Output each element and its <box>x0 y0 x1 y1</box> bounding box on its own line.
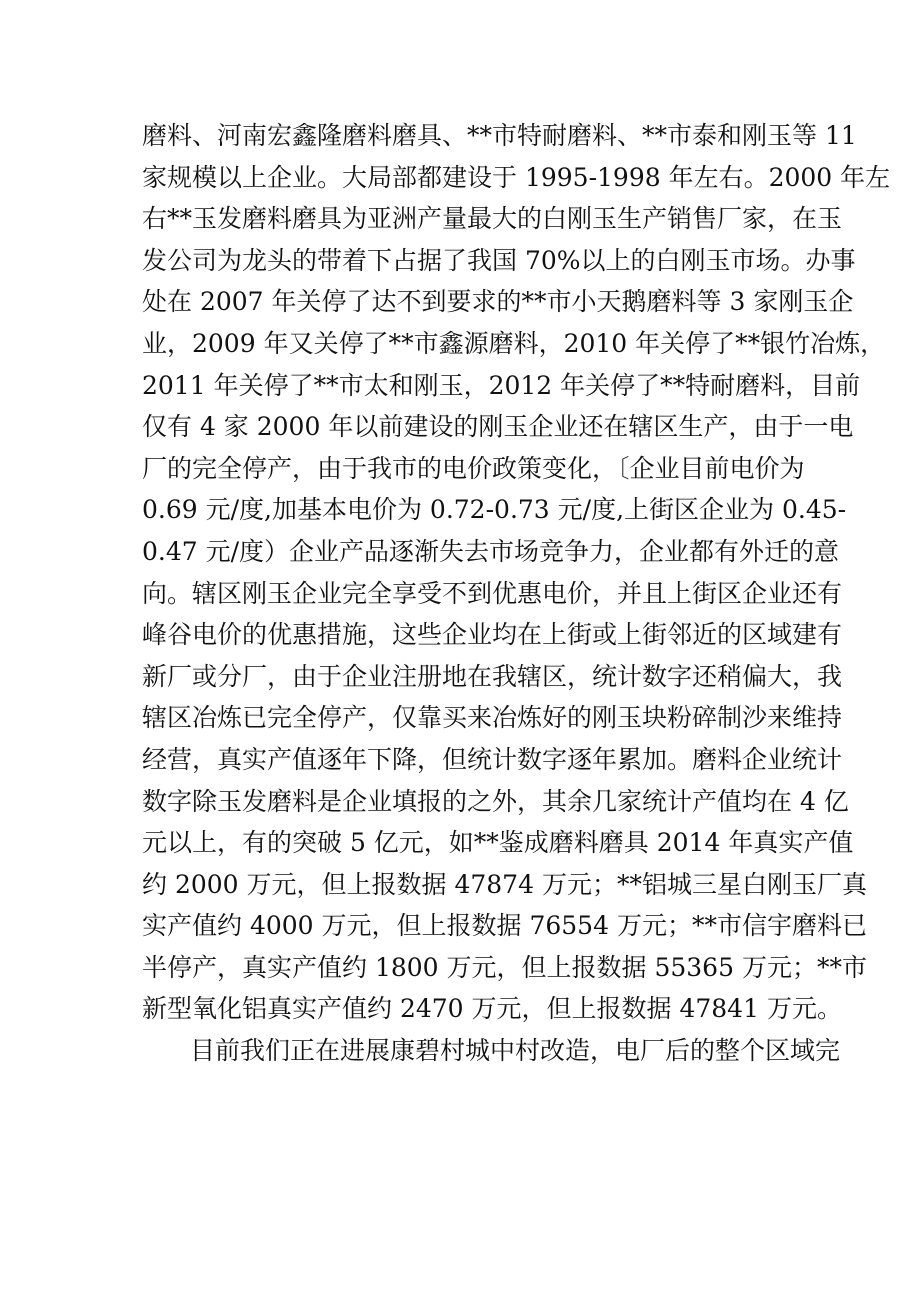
text-line: 半停产，真实产值约 1800 万元，但上报数据 55365 万元；**市 <box>142 952 867 982</box>
text-line: 发公司为龙头的带着下占据了我国 70%以上的白刚玉市场。办事 <box>142 245 856 275</box>
text-line: 实产值约 4000 万元，但上报数据 76554 万元；**市信宇磨料已 <box>142 911 867 941</box>
text-line: 家规模以上企业。大局部都建设于 1995-1998 年左右。2000 年左 <box>142 162 891 192</box>
text-line: 辖区冶炼已完全停产，仅靠买来冶炼好的刚玉块粉碎制沙来维持 <box>142 703 843 733</box>
text-line: 向。辖区刚玉企业完全享受不到优惠电价，并且上街区企业还有 <box>142 578 843 608</box>
text-line: 新型氧化铝真实产值约 2470 万元，但上报数据 47841 万元。 <box>142 994 842 1024</box>
text-line: 0.69 元/度,加基本电价为 0.72-0.73 元/度,上街区企业为 0.45- <box>142 495 847 525</box>
document-body <box>142 115 891 1072</box>
text-line: 2011 年关停了**市太和刚玉，2012 年关停了**特耐磨料，目前 <box>142 370 861 400</box>
text-line: 右**玉发磨料磨具为亚洲产量最大的白刚玉生产销售厂家，在玉 <box>142 204 843 234</box>
text-line: 元以上，有的突破 5 亿元，如**鉴成磨料磨具 2014 年真实产值 <box>142 828 854 858</box>
text-line: 磨料、河南宏鑫隆磨料磨具、**市特耐磨料、**市泰和刚玉等 11 <box>142 121 857 150</box>
text-line: 数字除玉发磨料是企业填报的之外，其余几家统计产值均在 4 亿 <box>142 786 849 816</box>
text-line: 仅有 4 家 2000 年以前建设的刚玉企业还在辖区生产，由于一电 <box>142 412 854 442</box>
text-line: 厂的完全停产，由于我市的电价政策变化，〔企业目前电价为 <box>142 453 805 483</box>
text-line: 约 2000 万元，但上报数据 47874 万元；**铝城三星白刚玉厂真 <box>142 869 867 899</box>
paragraph-2 <box>142 1030 841 1072</box>
text-line: 业，2009 年又关停了**市鑫源磨料，2010 年关停了**银竹冶炼， <box>142 328 886 358</box>
text-line: 0.47 元/度）企业产品逐渐失去市场竞争力，企业都有外迁的意 <box>142 536 840 566</box>
paragraph-1 <box>142 115 891 1030</box>
text-line: 经营，真实产值逐年下降，但统计数字逐年累加。磨料企业统计 <box>142 744 843 774</box>
text-line: 峰谷电价的优惠措施，这些企业均在上街或上街邻近的区域建有 <box>142 620 843 650</box>
text-line: 目前我们正在进展康碧村城中村改造，电厂后的整个区域完 <box>190 1036 841 1066</box>
text-line: 处在 2007 年关停了达不到要求的**市小天鹅磨料等 3 家刚玉企 <box>142 287 854 317</box>
text-line: 新厂或分厂，由于企业注册地在我辖区，统计数字还稍偏大，我 <box>142 661 843 691</box>
